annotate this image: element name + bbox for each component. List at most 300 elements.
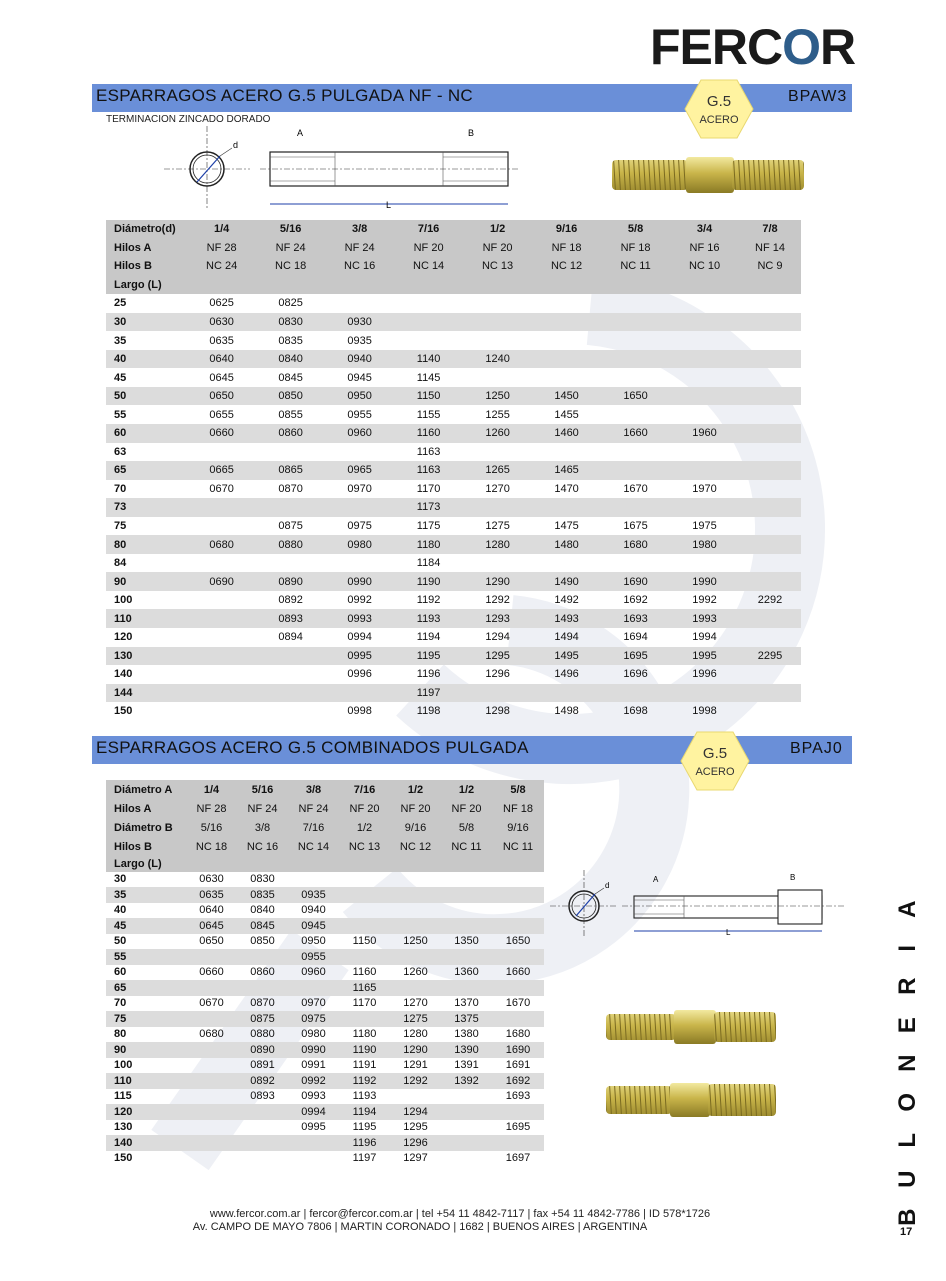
code-cell: 1650 bbox=[505, 935, 531, 948]
code-cell: 0660 bbox=[199, 966, 224, 979]
code-cell: 1295 bbox=[463, 647, 532, 666]
code-cell bbox=[441, 1151, 492, 1167]
code-cell bbox=[601, 294, 670, 313]
code-cell bbox=[492, 980, 544, 996]
column-header-cell: NF 24 bbox=[237, 799, 288, 818]
footer-address: Av. CAMPO DE MAYO 7806 | MARTIN CORONADO | 1682 | BUENOS AIRES | ARGENTINA bbox=[192, 1221, 648, 1233]
code-cell: 0640 bbox=[199, 904, 224, 917]
code-cell bbox=[463, 554, 532, 573]
column-header-cell: 9/16 bbox=[390, 818, 441, 837]
table1-header-row bbox=[106, 257, 801, 276]
code-cell: 1992 bbox=[692, 594, 717, 607]
stud-diagram-1 bbox=[160, 124, 520, 210]
code-cell bbox=[186, 1120, 237, 1136]
code-cell: 0680 bbox=[199, 1028, 224, 1041]
code-cell: 1195 bbox=[394, 647, 463, 666]
code-cell: 0992 bbox=[288, 1073, 339, 1089]
table2-header-row bbox=[106, 818, 544, 837]
table2-header-row bbox=[106, 780, 544, 799]
code-cell bbox=[186, 1104, 237, 1120]
column-header-cell: 1/4 bbox=[187, 220, 256, 239]
table-row bbox=[106, 1073, 544, 1089]
column-header-cell bbox=[463, 276, 532, 295]
side-letter: U bbox=[893, 1170, 921, 1188]
column-header-cell: 3/8 bbox=[237, 818, 288, 837]
code-cell bbox=[390, 949, 441, 965]
column-header-cell: NF 20 bbox=[394, 239, 463, 258]
stud-photo-2 bbox=[604, 1004, 780, 1052]
code-cell bbox=[256, 647, 325, 666]
code-cell bbox=[390, 887, 441, 903]
column-header-cell: NF 18 bbox=[601, 239, 670, 258]
code-cell bbox=[670, 405, 739, 424]
table-row bbox=[106, 949, 544, 965]
code-cell bbox=[670, 331, 739, 350]
code-cell bbox=[601, 461, 670, 480]
code-cell: 1297 bbox=[403, 1152, 428, 1165]
column-header-cell bbox=[441, 856, 492, 872]
code-cell: 1390 bbox=[441, 1042, 492, 1058]
table-row bbox=[106, 535, 801, 554]
code-cell: 0990 bbox=[325, 572, 394, 591]
code-cell: 1280 bbox=[403, 1028, 428, 1041]
code-cell bbox=[186, 1151, 237, 1167]
column-header-cell: NF 14 bbox=[739, 239, 801, 258]
code-cell: 1455 bbox=[554, 408, 579, 421]
code-cell bbox=[739, 331, 801, 350]
table-row bbox=[106, 591, 801, 610]
code-cell: 0875 bbox=[237, 1011, 288, 1027]
code-cell: 1160 bbox=[394, 424, 463, 443]
table-row bbox=[106, 903, 544, 919]
table-row bbox=[106, 294, 801, 313]
code-cell: 0998 bbox=[347, 705, 372, 718]
code-cell: 1260 bbox=[463, 424, 532, 443]
column-header-cell: NC 11 bbox=[601, 257, 670, 276]
length-cell: 55 bbox=[114, 408, 127, 421]
code-cell bbox=[186, 980, 237, 996]
code-cell bbox=[601, 498, 670, 517]
code-cell: 0994 bbox=[347, 631, 372, 644]
code-cell: 1380 bbox=[454, 1028, 479, 1041]
side-label-buloneria bbox=[888, 890, 928, 1237]
code-cell bbox=[187, 628, 256, 647]
table-row bbox=[106, 461, 801, 480]
length-cell: 75 bbox=[106, 1011, 186, 1027]
length-cell: 110 bbox=[106, 1073, 186, 1089]
row-label: Diámetro(d) bbox=[106, 220, 187, 239]
code-cell bbox=[601, 313, 670, 332]
table-row bbox=[106, 1058, 544, 1074]
code-cell: 1960 bbox=[670, 424, 739, 443]
length-cell: 120 bbox=[114, 631, 133, 644]
code-cell: 1370 bbox=[454, 997, 479, 1010]
length-cell: 80 bbox=[106, 535, 187, 554]
column-header-cell: NC 18 bbox=[186, 837, 237, 856]
finish-label: TERMINACION ZINCADO DORADO bbox=[106, 114, 271, 125]
code-cell: 0996 bbox=[347, 668, 372, 681]
code-cell: 1290 bbox=[390, 1042, 441, 1058]
column-header-cell: 5/8 bbox=[441, 818, 492, 837]
grade-badge-2 bbox=[680, 730, 750, 792]
column-header-cell: 1/2 bbox=[463, 220, 532, 239]
code-cell: 0980 bbox=[301, 1028, 326, 1041]
code-cell: 1680 bbox=[505, 1028, 531, 1041]
code-cell: 1197 bbox=[352, 1152, 377, 1165]
code-cell bbox=[670, 443, 739, 462]
code-cell: 0891 bbox=[250, 1059, 275, 1072]
column-header-cell bbox=[390, 856, 441, 872]
code-cell: 0855 bbox=[278, 408, 303, 421]
code-cell bbox=[187, 684, 256, 703]
column-header-cell: NF 28 bbox=[187, 239, 256, 258]
code-cell: 0993 bbox=[301, 1090, 326, 1103]
table-row bbox=[106, 996, 544, 1012]
length-cell: 100 bbox=[114, 1059, 133, 1072]
column-header-cell: NC 18 bbox=[256, 257, 325, 276]
code-cell bbox=[739, 498, 801, 517]
length-cell: 63 bbox=[114, 445, 127, 458]
code-cell: 1996 bbox=[692, 668, 717, 681]
code-cell bbox=[390, 872, 441, 888]
section1-table bbox=[106, 220, 801, 721]
code-cell bbox=[187, 554, 256, 573]
code-cell bbox=[441, 887, 492, 903]
column-header-cell bbox=[339, 856, 390, 872]
code-cell: 0975 bbox=[347, 520, 372, 533]
table1-header-row bbox=[106, 276, 801, 295]
logo-o: O bbox=[782, 19, 821, 75]
code-cell: 2292 bbox=[757, 594, 783, 607]
diagram1-a-label: A bbox=[297, 128, 304, 138]
page-number: 17 bbox=[900, 1226, 913, 1238]
code-cell: 1150 bbox=[352, 935, 377, 948]
code-cell bbox=[492, 949, 544, 965]
code-cell: 1150 bbox=[394, 387, 463, 406]
code-cell: 1980 bbox=[670, 535, 739, 554]
code-cell bbox=[390, 980, 441, 996]
code-cell: 0880 bbox=[256, 535, 325, 554]
table-row bbox=[106, 684, 801, 703]
code-cell bbox=[532, 554, 601, 573]
code-cell: 1993 bbox=[670, 609, 739, 628]
code-cell: 1694 bbox=[623, 631, 648, 644]
section2-table bbox=[106, 780, 544, 1166]
side-letter: B bbox=[893, 1208, 921, 1226]
length-cell: 55 bbox=[106, 949, 186, 965]
table-row bbox=[106, 1120, 544, 1136]
code-cell bbox=[186, 949, 237, 965]
code-cell: 1170 bbox=[416, 482, 441, 495]
length-cell: 140 bbox=[106, 1135, 186, 1151]
code-cell bbox=[325, 684, 394, 703]
badge1-grade: G.5 bbox=[706, 93, 732, 110]
row-label: Largo (L) bbox=[106, 276, 187, 295]
code-cell bbox=[739, 443, 801, 462]
table2-header-row bbox=[106, 856, 544, 872]
code-cell bbox=[463, 294, 532, 313]
code-cell bbox=[237, 1104, 288, 1120]
code-cell bbox=[492, 1104, 544, 1120]
column-header-cell: NF 28 bbox=[186, 799, 237, 818]
table-row bbox=[106, 387, 801, 406]
column-header-cell: 9/16 bbox=[492, 818, 544, 837]
code-cell: 1498 bbox=[554, 705, 579, 718]
code-cell: 1275 bbox=[485, 520, 510, 533]
code-cell bbox=[670, 368, 739, 387]
code-cell bbox=[463, 684, 532, 703]
code-cell: 0992 bbox=[347, 594, 372, 607]
table-row bbox=[106, 350, 801, 369]
table-row bbox=[106, 980, 544, 996]
code-cell bbox=[390, 918, 441, 934]
code-cell: 1296 bbox=[390, 1135, 441, 1151]
code-cell: 1496 bbox=[554, 668, 579, 681]
code-cell bbox=[532, 294, 601, 313]
code-cell: 1250 bbox=[463, 387, 532, 406]
code-cell bbox=[670, 498, 739, 517]
code-cell: 1145 bbox=[416, 371, 441, 384]
code-cell: 1697 bbox=[505, 1152, 531, 1165]
code-cell: 1970 bbox=[692, 482, 717, 495]
code-cell bbox=[441, 1104, 492, 1120]
code-cell bbox=[601, 405, 670, 424]
code-cell bbox=[187, 591, 256, 610]
length-cell: 80 bbox=[114, 1028, 127, 1041]
code-cell: 1391 bbox=[454, 1059, 479, 1072]
column-header-cell: NC 10 bbox=[670, 257, 739, 276]
code-cell bbox=[441, 949, 492, 965]
code-cell: 1250 bbox=[403, 935, 428, 948]
code-cell: 0890 bbox=[256, 572, 325, 591]
code-cell: 1296 bbox=[485, 668, 510, 681]
code-cell bbox=[739, 535, 801, 554]
code-cell: 1670 bbox=[505, 997, 531, 1010]
code-cell bbox=[441, 872, 492, 888]
code-cell bbox=[187, 609, 256, 628]
diagram2-a-label: A bbox=[653, 875, 659, 884]
code-cell: 1193 bbox=[394, 609, 463, 628]
code-cell: 0670 bbox=[209, 482, 234, 495]
code-cell: 1196 bbox=[339, 1135, 390, 1151]
code-cell bbox=[492, 872, 544, 888]
table-row bbox=[106, 647, 801, 666]
table-row bbox=[106, 517, 801, 536]
length-cell: 70 bbox=[114, 482, 127, 495]
code-cell: 0845 bbox=[237, 918, 288, 934]
table-row bbox=[106, 424, 801, 443]
code-cell bbox=[739, 294, 801, 313]
code-cell bbox=[256, 554, 325, 573]
row-label: Diámetro A bbox=[106, 780, 186, 799]
section1-code: BPAW3 bbox=[788, 88, 848, 105]
code-cell: 0880 bbox=[250, 1028, 275, 1041]
code-cell bbox=[739, 684, 801, 703]
column-header-cell: 3/8 bbox=[325, 220, 394, 239]
code-cell: 1163 bbox=[416, 445, 441, 458]
table-row bbox=[106, 887, 544, 903]
fercor-logo bbox=[650, 19, 856, 75]
code-cell: 0950 bbox=[301, 935, 326, 948]
code-cell bbox=[339, 872, 390, 888]
table-row bbox=[106, 1135, 544, 1151]
column-header-cell: NC 9 bbox=[739, 257, 801, 276]
code-cell bbox=[463, 498, 532, 517]
code-cell: 1660 bbox=[505, 966, 531, 979]
code-cell bbox=[237, 1135, 288, 1151]
code-cell bbox=[186, 1089, 237, 1105]
code-cell: 1163 bbox=[394, 461, 463, 480]
column-header-cell: 1/2 bbox=[339, 818, 390, 837]
length-cell: 73 bbox=[106, 498, 187, 517]
stud-photo-1 bbox=[608, 150, 808, 200]
code-cell bbox=[237, 1151, 288, 1167]
code-cell: 1265 bbox=[463, 461, 532, 480]
code-cell: 1691 bbox=[505, 1059, 531, 1072]
code-cell bbox=[601, 443, 670, 462]
code-cell bbox=[186, 1011, 237, 1027]
table-row bbox=[106, 1151, 544, 1167]
code-cell: 1270 bbox=[485, 482, 510, 495]
code-cell: 1495 bbox=[532, 647, 601, 666]
code-cell: 1255 bbox=[485, 408, 510, 421]
code-cell bbox=[288, 872, 339, 888]
code-cell: 0995 bbox=[325, 647, 394, 666]
table-row bbox=[106, 934, 544, 950]
table-row bbox=[106, 572, 801, 591]
code-cell: 1298 bbox=[485, 705, 510, 718]
table-row bbox=[106, 702, 801, 721]
code-cell: 0894 bbox=[278, 631, 303, 644]
code-cell: 0892 bbox=[278, 594, 303, 607]
code-cell: 2295 bbox=[739, 647, 801, 666]
column-header-cell: NF 16 bbox=[670, 239, 739, 258]
code-cell bbox=[187, 498, 256, 517]
code-cell bbox=[256, 665, 325, 684]
length-cell: 45 bbox=[106, 918, 186, 934]
code-cell: 1294 bbox=[390, 1104, 441, 1120]
table-row bbox=[106, 405, 801, 424]
code-cell: 0870 bbox=[250, 997, 275, 1010]
column-header-cell: NC 11 bbox=[492, 837, 544, 856]
code-cell: 1392 bbox=[441, 1073, 492, 1089]
code-cell bbox=[325, 554, 394, 573]
column-header-cell: NC 16 bbox=[325, 257, 394, 276]
table2-header-row bbox=[106, 837, 544, 856]
code-cell: 1165 bbox=[339, 980, 390, 996]
column-header-cell: 5/16 bbox=[237, 780, 288, 799]
column-header-cell: NC 13 bbox=[463, 257, 532, 276]
column-header-cell: 5/8 bbox=[492, 780, 544, 799]
code-cell: 1193 bbox=[352, 1090, 377, 1103]
code-cell: 0955 bbox=[288, 949, 339, 965]
code-cell: 0994 bbox=[288, 1104, 339, 1120]
column-header-cell: NC 16 bbox=[237, 837, 288, 856]
code-cell bbox=[739, 702, 801, 721]
code-cell: 1470 bbox=[554, 482, 579, 495]
code-cell: 0845 bbox=[278, 371, 303, 384]
code-cell bbox=[339, 1011, 390, 1027]
code-cell bbox=[441, 1089, 492, 1105]
code-cell bbox=[670, 350, 739, 369]
badge1-material: ACERO bbox=[699, 114, 739, 126]
code-cell bbox=[339, 903, 390, 919]
code-cell bbox=[739, 461, 801, 480]
diagram2-l-label: L bbox=[726, 928, 731, 937]
code-cell: 1292 bbox=[390, 1073, 441, 1089]
code-cell bbox=[441, 903, 492, 919]
diagram2-b-label: B bbox=[790, 873, 796, 882]
code-cell: 1693 bbox=[601, 609, 670, 628]
length-cell: 40 bbox=[106, 350, 187, 369]
code-cell: 1360 bbox=[454, 966, 479, 979]
column-header-cell: 1/4 bbox=[186, 780, 237, 799]
code-cell bbox=[256, 684, 325, 703]
column-header-cell bbox=[187, 276, 256, 295]
code-cell: 0893 bbox=[250, 1090, 275, 1103]
length-cell: 35 bbox=[106, 887, 186, 903]
code-cell bbox=[441, 918, 492, 934]
column-header-cell bbox=[739, 276, 801, 295]
table-row bbox=[106, 1011, 544, 1027]
code-cell: 0835 bbox=[237, 887, 288, 903]
code-cell: 1465 bbox=[532, 461, 601, 480]
code-cell: 0680 bbox=[187, 535, 256, 554]
code-cell: 0645 bbox=[209, 371, 234, 384]
table-row bbox=[106, 368, 801, 387]
code-cell: 1280 bbox=[463, 535, 532, 554]
code-cell: 0830 bbox=[256, 313, 325, 332]
length-cell: 130 bbox=[106, 647, 187, 666]
code-cell bbox=[739, 609, 801, 628]
code-cell: 1675 bbox=[623, 520, 648, 533]
code-cell: 1995 bbox=[670, 647, 739, 666]
code-cell: 1450 bbox=[532, 387, 601, 406]
column-header-cell: NC 14 bbox=[394, 257, 463, 276]
code-cell: 1194 bbox=[416, 631, 441, 644]
code-cell: 1695 bbox=[601, 647, 670, 666]
table-row bbox=[106, 918, 544, 934]
side-letter: E bbox=[893, 1016, 921, 1033]
code-cell: 1680 bbox=[601, 535, 670, 554]
code-cell: 0935 bbox=[288, 887, 339, 903]
code-cell: 0945 bbox=[288, 918, 339, 934]
code-cell bbox=[739, 517, 801, 536]
column-header-cell: NF 20 bbox=[441, 799, 492, 818]
code-cell: 1191 bbox=[352, 1059, 377, 1072]
code-cell bbox=[739, 424, 801, 443]
code-cell bbox=[441, 980, 492, 996]
code-cell bbox=[601, 368, 670, 387]
code-cell: 0860 bbox=[256, 424, 325, 443]
length-cell: 30 bbox=[106, 313, 187, 332]
code-cell: 0635 bbox=[209, 334, 234, 347]
side-letter: R bbox=[893, 977, 921, 995]
length-cell: 130 bbox=[114, 1121, 133, 1134]
length-cell: 100 bbox=[114, 594, 133, 607]
row-label: Hilos B bbox=[106, 837, 186, 856]
column-header-cell bbox=[237, 856, 288, 872]
code-cell: 1292 bbox=[485, 594, 510, 607]
diagram1-l-label: L bbox=[386, 200, 392, 210]
code-cell: 0660 bbox=[187, 424, 256, 443]
code-cell bbox=[739, 313, 801, 332]
column-header-cell: NC 12 bbox=[532, 257, 601, 276]
code-cell bbox=[739, 368, 801, 387]
column-header-cell: NF 24 bbox=[325, 239, 394, 258]
code-cell: 0945 bbox=[347, 371, 372, 384]
length-cell: 50 bbox=[106, 387, 187, 406]
